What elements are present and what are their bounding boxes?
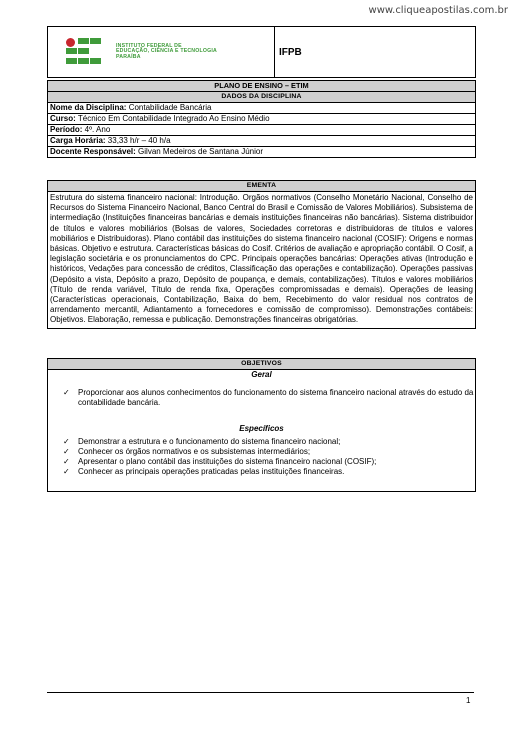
checkmark-icon: ✓ — [63, 447, 70, 456]
field-nome-disciplina: Nome da Disciplina: Contabilidade Bancária — [48, 103, 475, 114]
checkmark-icon: ✓ — [63, 467, 70, 476]
objetivos-table — [47, 358, 476, 492]
field-docente: Docente Responsável: Gilvan Medeiros de Santana Júnior — [50, 147, 263, 156]
document-header — [47, 26, 476, 78]
geral-heading: Geral — [251, 370, 272, 379]
list-item: ✓ Proporcionar aos alunos conhecimentos do funcionamento do sistema financeiro nacional através do estudo da contabilidade bancária. — [63, 388, 474, 407]
logo-cell — [48, 27, 275, 77]
logo-text: INSTITUTO FEDERAL DE EDUCAÇÃO, CIÊNCIA E TECNOLOGIA PARAÍBA — [116, 43, 217, 60]
plan-title: PLANO DE ENSINO – ETIM — [48, 81, 475, 92]
ementa-table — [47, 180, 476, 329]
page-number: 1 — [466, 696, 471, 705]
ementa-text: Estrutura do sistema financeiro nacional: Introdução. Orgãos normativos (Conselho Monetário Nacional, Conselho de Recursos do Sistema Financeiro Nacional, Banco Central do Brasil e Comissão de Valores Mobiliários). Subsistema de intermediação (Instituições financeiras bancárias e demais instituições financeiras não bancárias). Sistema distribuidor de títulos e valores mobiliários (Bolsas de valores, Sociedades corretoras e distribuidoras de títulos e valores mobiliários e Distribuidoras). Plano contábil das instituições do sistema financeiro nacional (COSIF): Origens e normas básicas. Objetivo e estrutura. Características básicas do Cosif. Critérios de avaliação e apropriação contábil. O Cosif, a legislação societária e os pronunciamentos do CPC. Principais operações bancárias: Operações ativas (Introdução e históricos, Vedações para concessão de créditos, Classificação das operações e contabilização). Operações passivas (Depósito a vista, Depósito a prazo, Depósito de poupança, e demais, contabilizações). Títulos e valores mobiliários (Título de renda variável, Título de renda fixa, Operações compromissadas e demais). Operações de leasing (Características operacionais, Contabilização, Baixa do bem, Recebimento do valor residual nos contratos de arrendamento mercantil, Adiantamento a fornecedores e comissão de compromisso). Demonstrações contábeis: Objetivos. Elaboração, remessa e publicação. Demonstrações financeiras obrigatórias. — [50, 193, 473, 325]
ifpb-logo-mark — [66, 38, 114, 66]
list-item: ✓ Conhecer os órgãos normativos e os subsistemas intermediários; — [63, 447, 311, 456]
list-item: ✓ Apresentar o plano contábil das instituições do sistema financeiro nacional (COSIF); — [63, 457, 377, 466]
list-item: ✓ Demonstrar a estrutura e o funcionamento do sistema financeiro nacional; — [63, 437, 341, 446]
field-curso: Curso: Técnico Em Contabilidade Integrado Ao Ensino Médio — [48, 114, 475, 125]
ifpb-logo — [66, 38, 266, 66]
institution-name: IFPB — [279, 46, 302, 58]
checkmark-icon: ✓ — [63, 388, 70, 397]
field-carga-horaria: Carga Horária: 33,33 h/r – 40 h/a — [48, 136, 475, 147]
geral-list — [48, 388, 475, 408]
footer-divider — [47, 692, 474, 693]
ementa-title: EMENTA — [48, 181, 475, 192]
plano-de-ensino-table — [47, 80, 476, 158]
watermark: www.cliqueapostilas.com.br — [368, 5, 508, 16]
especificos-list — [48, 437, 475, 477]
especificos-heading: Específicos — [239, 424, 284, 433]
checkmark-icon: ✓ — [63, 457, 70, 466]
list-item: ✓ Conhecer as principais operações praticadas pelas instituições financeiras. — [63, 467, 345, 476]
field-periodo: Período: 4º. Ano — [48, 125, 475, 136]
objetivos-title: OBJETIVOS — [48, 359, 475, 370]
section-dados-disciplina: DADOS DA DISCIPLINA — [48, 92, 475, 103]
checkmark-icon: ✓ — [63, 437, 70, 446]
